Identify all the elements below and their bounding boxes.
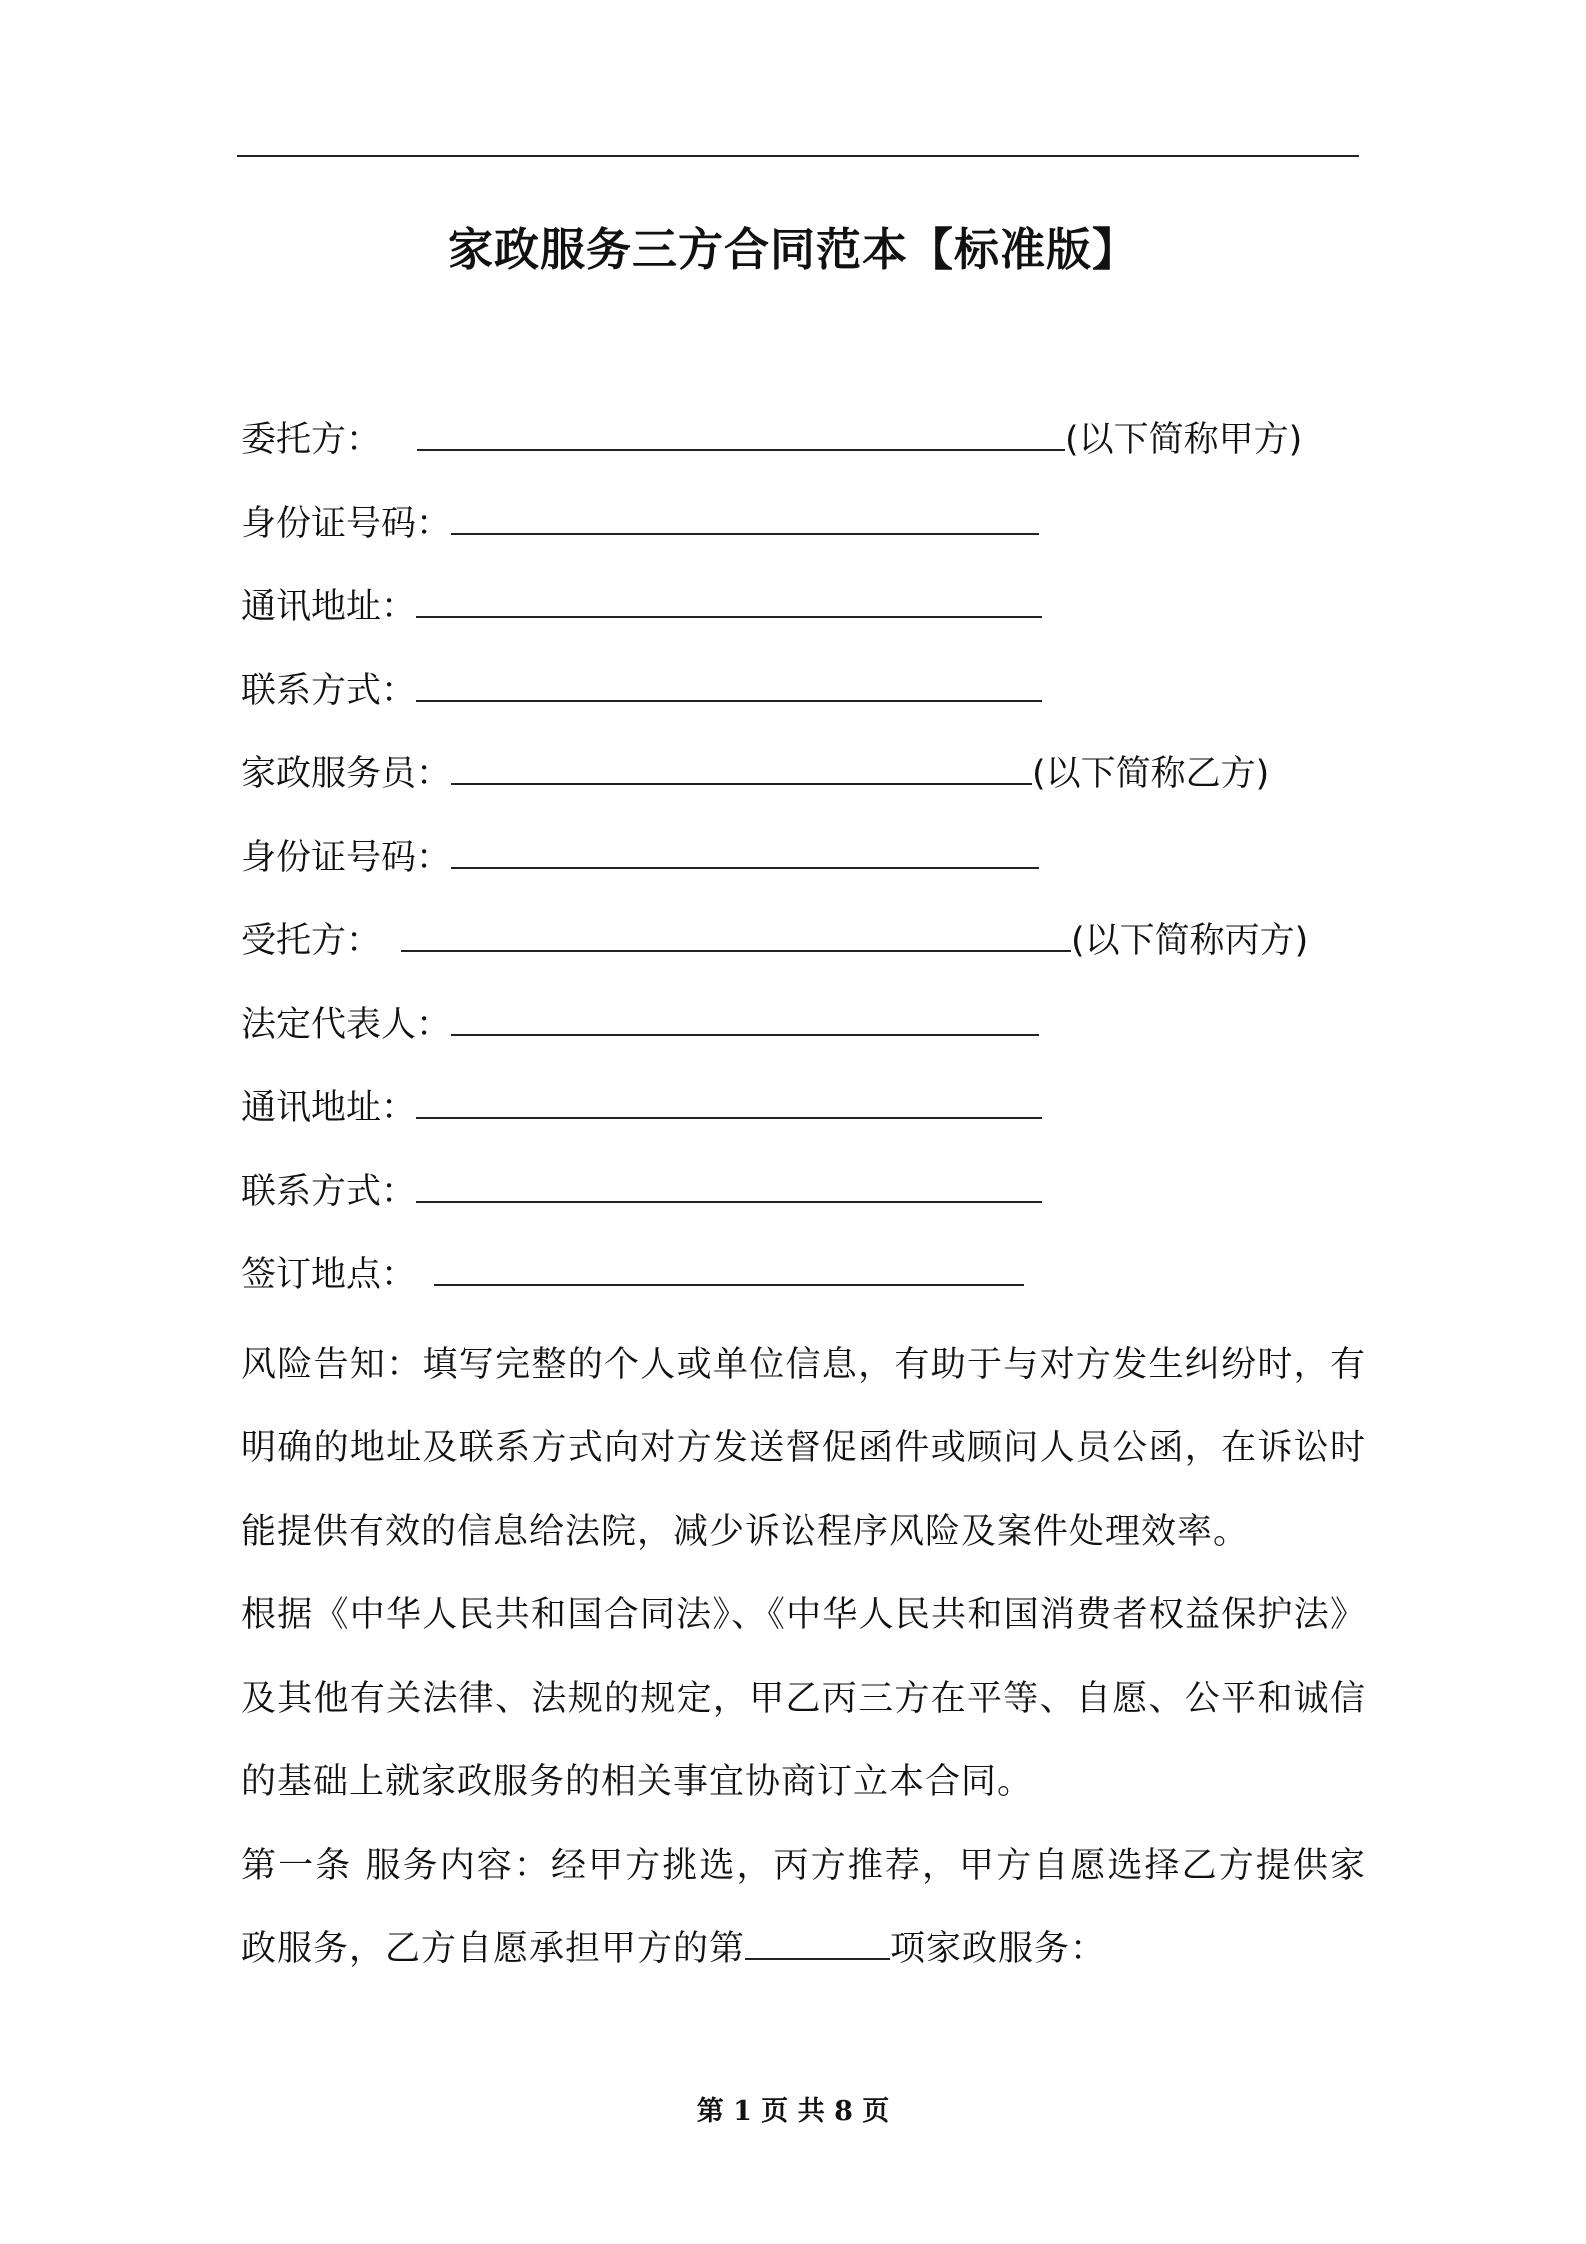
field-label: 通讯地址： <box>241 587 417 627</box>
field-legal-representative <box>241 990 1366 1074</box>
fill-in-blank[interactable] <box>417 413 1065 451</box>
article-one-text: 第一条 服务内容：经甲方挑选，丙方推荐，甲方自愿选择乙方提供家政服务，乙方自愿承担甲方的第 <box>241 1845 1366 1969</box>
field-label: 联系方式： <box>241 1171 417 1212</box>
field-client-id-number <box>241 489 1366 573</box>
fill-in-blank[interactable] <box>434 1248 1024 1286</box>
fill-in-blank[interactable] <box>401 914 1071 952</box>
document-body <box>241 405 1366 1992</box>
field-label: 受托方： <box>241 921 382 961</box>
field-agency-contact <box>241 1157 1366 1241</box>
service-item-blank[interactable] <box>745 1924 890 1960</box>
fill-in-blank[interactable] <box>416 1081 1042 1119</box>
fill-in-blank[interactable] <box>416 580 1042 618</box>
fill-in-blank[interactable] <box>416 664 1042 702</box>
document-title: 家政服务三方合同范本【标准版】 <box>447 223 1138 276</box>
field-client-contact <box>241 656 1366 740</box>
field-suffix: (以下简称乙方) <box>1032 754 1270 794</box>
header-rule <box>237 155 1359 157</box>
fill-in-blank[interactable] <box>416 1165 1042 1203</box>
page-footer: 第 1 页 共 8 页 <box>696 2096 890 2127</box>
field-label: 身份证号码： <box>241 837 452 878</box>
fill-in-blank[interactable] <box>451 747 1032 785</box>
fill-in-blank[interactable] <box>451 831 1039 869</box>
legal-basis-paragraph: 根据《中华人民共和国合同法》、《中华人民共和国消费者权益保护法》及其他有关法律、法规的规定，甲乙丙三方在平等、自愿、公平和诚信的基础上就家政服务的相关事宜协商订立本合同。 <box>241 1595 1366 1802</box>
field-client <box>241 405 1366 489</box>
field-label: 通讯地址： <box>241 1088 417 1128</box>
field-label: 身份证号码： <box>241 503 452 544</box>
field-agency <box>241 906 1366 990</box>
field-label: 委托方： <box>241 420 382 460</box>
field-agency-address <box>241 1073 1366 1157</box>
field-label: 法定代表人： <box>241 1004 452 1045</box>
field-suffix: (以下简称丙方) <box>1071 921 1309 961</box>
fill-in-blank[interactable] <box>451 998 1039 1036</box>
risk-notice-paragraph: 风险告知：填写完整的个人或单位信息，有助于与对方发生纠纷时，有明确的地址及联系方式向对方发送督促函件或顾问人员公函，在诉讼时能提供有效的信息给法院，减少诉讼程序风险及案件处理效率。 <box>241 1344 1366 1552</box>
field-label: 签订地点： <box>241 1255 417 1295</box>
field-housekeeper-id-number <box>241 823 1366 907</box>
field-label: 联系方式： <box>241 670 417 711</box>
fill-in-blank[interactable] <box>451 497 1039 535</box>
field-signing-place <box>241 1240 1366 1324</box>
article-one-text-end: 项家政服务： <box>890 1929 1107 1969</box>
field-client-address <box>241 572 1366 656</box>
article-one-paragraph <box>241 1825 1366 1992</box>
field-suffix: (以下简称甲方) <box>1065 420 1303 460</box>
field-housekeeper <box>241 739 1366 823</box>
field-label: 家政服务员： <box>241 754 452 794</box>
